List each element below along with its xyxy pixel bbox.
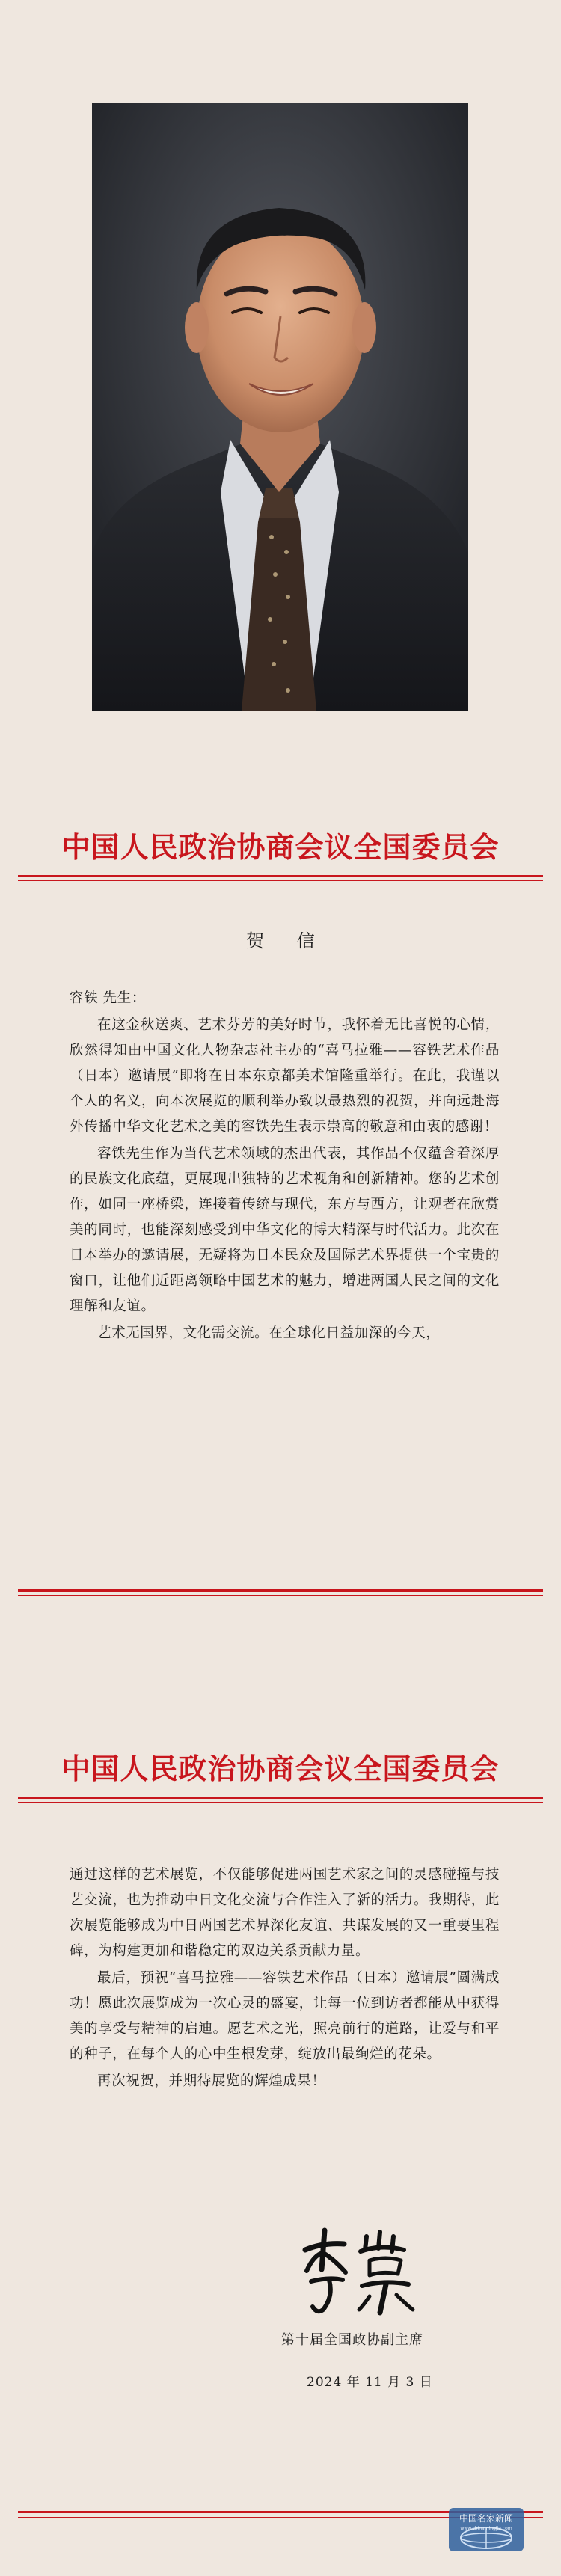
- watermark-label: 中国名家新闻: [459, 2513, 514, 2524]
- watermark-logo: [449, 2508, 524, 2551]
- paragraph: 容铁先生作为当代艺术领域的杰出代表，其作品不仅蕴含着深厚的民族文化底蕴，更展现出独特的艺术视角和创新精神。您的艺术创作，如同一座桥梁，连接着传统与现代，东方与西方，让观者在欣赏美的同时，也能深刻感受到中华文化的博大精深与时代活力。此次在日本举办的邀请展，无疑将为日本民众及国际艺术界提供一个宝贵的窗口，让他们近距离领略中国艺术的魅力，增进两国人民之间的文化理解和友谊。: [70, 1146, 500, 1314]
- salutation: 容铁 先生：: [70, 990, 146, 1006]
- page-divider-thin: [18, 1595, 543, 1596]
- paragraph: 再次祝贺，并期待展览的辉煌成果！: [97, 2073, 326, 2089]
- letter-body-page1: [70, 986, 500, 1348]
- paragraph: 艺术无国界，文化需交流。在全球化日益加深的今天，: [97, 1325, 441, 1341]
- letterhead-rule-2: [18, 1797, 543, 1799]
- letterhead-rule-thin: [18, 880, 543, 881]
- letterhead-title-2: 中国人民政治协商会议全国委员会: [61, 1752, 500, 1785]
- letter-body-page2: [70, 1862, 500, 2096]
- handwritten-signature: [292, 2221, 426, 2319]
- paragraph: 在这金秋送爽、艺术芬芳的美好时节，我怀着无比喜悦的心情，欣然得知由中国文化人物杂志社主办的“喜马拉雅——容铁艺术作品（日本）邀请展”即将在日本东京都美术馆隆重举行。在此，我谨以个人的名义，向本次展览的顺利举办致以最热烈的祝贺，并向远赴海外传播中华文化艺术之美的容铁先生表示崇高的敬意和由衷的感谢！: [70, 1017, 500, 1135]
- portrait-photo: [92, 103, 468, 711]
- letter-date: 2024 年 11 月 3 日: [307, 2375, 433, 2390]
- page-divider: [18, 1589, 543, 1592]
- paragraph: 最后，预祝“喜马拉雅——容铁艺术作品（日本）邀请展”圆满成功！愿此次展览成为一次心灵的盛宴，让每一位到访者都能从中获得美的享受与精神的启迪。愿艺术之光，照亮前行的道路，让爱与和平的种子，在每个人的心中生根发芽，绽放出最绚烂的花朵。: [70, 1970, 500, 2062]
- paragraph: 通过这样的艺术展览，不仅能够促进两国艺术家之间的灵感碰撞与技艺交流，也为推动中日文化交流与合作注入了新的活力。我期待，此次展览能够成为中日两国艺术界深化友谊、共谋发展的又一重要里程碑，为构建更加和谐稳定的双边关系贡献力量。: [70, 1867, 500, 1959]
- watermark-url: www.chinamingjia.com: [460, 2526, 512, 2531]
- signature-title: 第十届全国政协副主席: [281, 2332, 423, 2348]
- letterhead-rule-thin-2: [18, 1802, 543, 1803]
- letter-title: 贺 信: [246, 930, 328, 951]
- letterhead-title: 中国人民政治协商会议全国委员会: [61, 830, 500, 864]
- letterhead-rule: [18, 875, 543, 877]
